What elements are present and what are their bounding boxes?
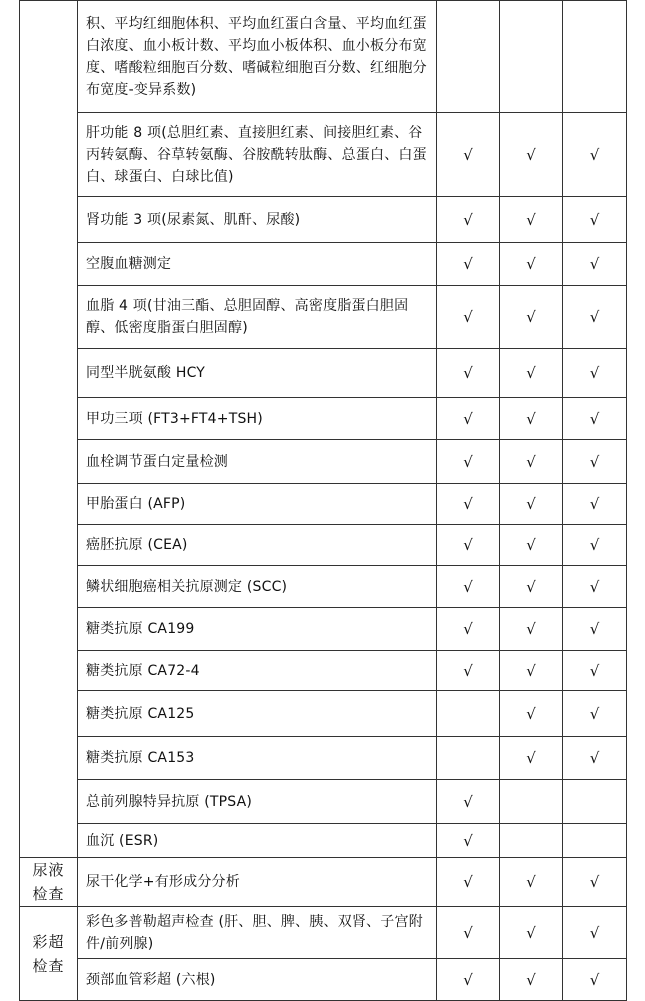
package-2-mark bbox=[500, 824, 563, 858]
package-1-mark: √ bbox=[437, 484, 500, 525]
table-row bbox=[20, 113, 627, 197]
package-2-mark: √ bbox=[500, 484, 563, 525]
package-1-mark: √ bbox=[437, 780, 500, 824]
package-1-mark: √ bbox=[437, 824, 500, 858]
item-name: 糖类抗原 CA199 bbox=[78, 608, 437, 651]
item-name: 总前列腺特异抗原 (TPSA) bbox=[78, 780, 437, 824]
package-2-mark: √ bbox=[500, 608, 563, 651]
table-row bbox=[20, 243, 627, 286]
item-name: 甲胎蛋白 (AFP) bbox=[78, 484, 437, 525]
package-3-mark bbox=[563, 824, 627, 858]
package-3-mark: √ bbox=[563, 737, 627, 780]
item-name: 糖类抗原 CA125 bbox=[78, 691, 437, 737]
table-row bbox=[20, 286, 627, 349]
package-2-mark: √ bbox=[500, 286, 563, 349]
package-1-mark: √ bbox=[437, 243, 500, 286]
package-1-mark: √ bbox=[437, 858, 500, 907]
item-name: 同型半胱氨酸 HCY bbox=[78, 349, 437, 398]
table-row bbox=[20, 197, 627, 243]
package-1-mark bbox=[437, 737, 500, 780]
package-3-mark: √ bbox=[563, 398, 627, 440]
package-2-mark: √ bbox=[500, 737, 563, 780]
package-1-mark: √ bbox=[437, 907, 500, 959]
table-row bbox=[20, 440, 627, 484]
table-row bbox=[20, 858, 627, 907]
item-name: 血沉 (ESR) bbox=[78, 824, 437, 858]
package-3-mark: √ bbox=[563, 113, 627, 197]
package-3-mark: √ bbox=[563, 349, 627, 398]
item-name: 空腹血糖测定 bbox=[78, 243, 437, 286]
table-row bbox=[20, 959, 627, 1001]
package-2-mark: √ bbox=[500, 398, 563, 440]
package-1-mark: √ bbox=[437, 197, 500, 243]
table-row bbox=[20, 651, 627, 691]
package-2-mark: √ bbox=[500, 959, 563, 1001]
item-name: 糖类抗原 CA153 bbox=[78, 737, 437, 780]
table-row bbox=[20, 907, 627, 959]
package-3-mark: √ bbox=[563, 243, 627, 286]
table-row bbox=[20, 608, 627, 651]
package-2-mark: √ bbox=[500, 525, 563, 566]
package-3-mark: √ bbox=[563, 525, 627, 566]
table-row bbox=[20, 780, 627, 824]
package-1-mark: √ bbox=[437, 349, 500, 398]
package-1-mark: √ bbox=[437, 525, 500, 566]
package-1-mark: √ bbox=[437, 608, 500, 651]
package-3-mark: √ bbox=[563, 566, 627, 608]
item-name: 糖类抗原 CA72-4 bbox=[78, 651, 437, 691]
package-2-mark: √ bbox=[500, 651, 563, 691]
category-urine-line-2: 检查 bbox=[32, 885, 65, 903]
package-3-mark: √ bbox=[563, 608, 627, 651]
package-3-mark: √ bbox=[563, 651, 627, 691]
table-row bbox=[20, 737, 627, 780]
item-name: 肝功能 8 项(总胆红素、直接胆红素、间接胆红素、谷丙转氨酶、谷草转氨酶、谷胺酰转肽酶、总蛋白、白蛋白、球蛋白、白球比值) bbox=[78, 113, 437, 197]
item-name: 鳞状细胞癌相关抗原测定 (SCC) bbox=[78, 566, 437, 608]
package-3-mark: √ bbox=[563, 197, 627, 243]
item-name: 尿干化学+有形成分分析 bbox=[78, 858, 437, 907]
category-urine-line-1: 尿液 bbox=[32, 861, 65, 879]
package-3-mark: √ bbox=[563, 907, 627, 959]
package-2-mark: √ bbox=[500, 907, 563, 959]
table-row bbox=[20, 566, 627, 608]
package-2-mark: √ bbox=[500, 858, 563, 907]
package-1-mark: √ bbox=[437, 440, 500, 484]
package-1-mark: √ bbox=[437, 113, 500, 197]
item-name: 癌胚抗原 (CEA) bbox=[78, 525, 437, 566]
package-2-mark: √ bbox=[500, 113, 563, 197]
package-3-mark: √ bbox=[563, 440, 627, 484]
package-2-mark bbox=[500, 1, 563, 113]
item-name: 彩色多普勒超声检查 (肝、胆、脾、胰、双肾、子宫附件/前列腺) bbox=[78, 907, 437, 959]
package-3-mark bbox=[563, 1, 627, 113]
exam-items-table bbox=[19, 0, 627, 1001]
package-1-mark: √ bbox=[437, 286, 500, 349]
item-name: 肾功能 3 项(尿素氮、肌酐、尿酸) bbox=[78, 197, 437, 243]
table-row bbox=[20, 691, 627, 737]
item-name: 积、平均红细胞体积、平均血红蛋白含量、平均血红蛋白浓度、血小板计数、平均血小板体积、血小板分布宽度、嗜酸粒细胞百分数、嗜碱粒细胞百分数、红细胞分布宽度-变异系数) bbox=[78, 1, 437, 113]
package-1-mark bbox=[437, 1, 500, 113]
package-1-mark: √ bbox=[437, 959, 500, 1001]
table-row bbox=[20, 824, 627, 858]
category-ultrasound-line-1: 彩超 bbox=[32, 932, 65, 951]
package-1-mark bbox=[437, 691, 500, 737]
item-name: 血脂 4 项(甘油三酯、总胆固醇、高密度脂蛋白胆固醇、低密度脂蛋白胆固醇) bbox=[78, 286, 437, 349]
table-row bbox=[20, 484, 627, 525]
category-ultrasound bbox=[20, 907, 78, 1001]
package-2-mark: √ bbox=[500, 243, 563, 286]
table-row bbox=[20, 525, 627, 566]
package-2-mark: √ bbox=[500, 440, 563, 484]
package-3-mark: √ bbox=[563, 691, 627, 737]
table-row bbox=[20, 1, 627, 113]
package-2-mark: √ bbox=[500, 197, 563, 243]
category-cell-blood bbox=[20, 1, 78, 858]
package-2-mark: √ bbox=[500, 691, 563, 737]
table-row bbox=[20, 349, 627, 398]
package-2-mark bbox=[500, 780, 563, 824]
package-2-mark: √ bbox=[500, 349, 563, 398]
package-3-mark: √ bbox=[563, 959, 627, 1001]
package-1-mark: √ bbox=[437, 398, 500, 440]
package-3-mark bbox=[563, 780, 627, 824]
package-1-mark: √ bbox=[437, 651, 500, 691]
package-1-mark: √ bbox=[437, 566, 500, 608]
category-ultrasound-line-2: 检查 bbox=[32, 956, 65, 975]
package-2-mark: √ bbox=[500, 566, 563, 608]
item-name: 血栓调节蛋白定量检测 bbox=[78, 440, 437, 484]
item-name: 颈部血管彩超 (六根) bbox=[78, 959, 437, 1001]
table-row bbox=[20, 398, 627, 440]
package-3-mark: √ bbox=[563, 484, 627, 525]
package-3-mark: √ bbox=[563, 286, 627, 349]
item-name: 甲功三项 (FT3+FT4+TSH) bbox=[78, 398, 437, 440]
category-urine bbox=[20, 858, 78, 907]
package-3-mark: √ bbox=[563, 858, 627, 907]
